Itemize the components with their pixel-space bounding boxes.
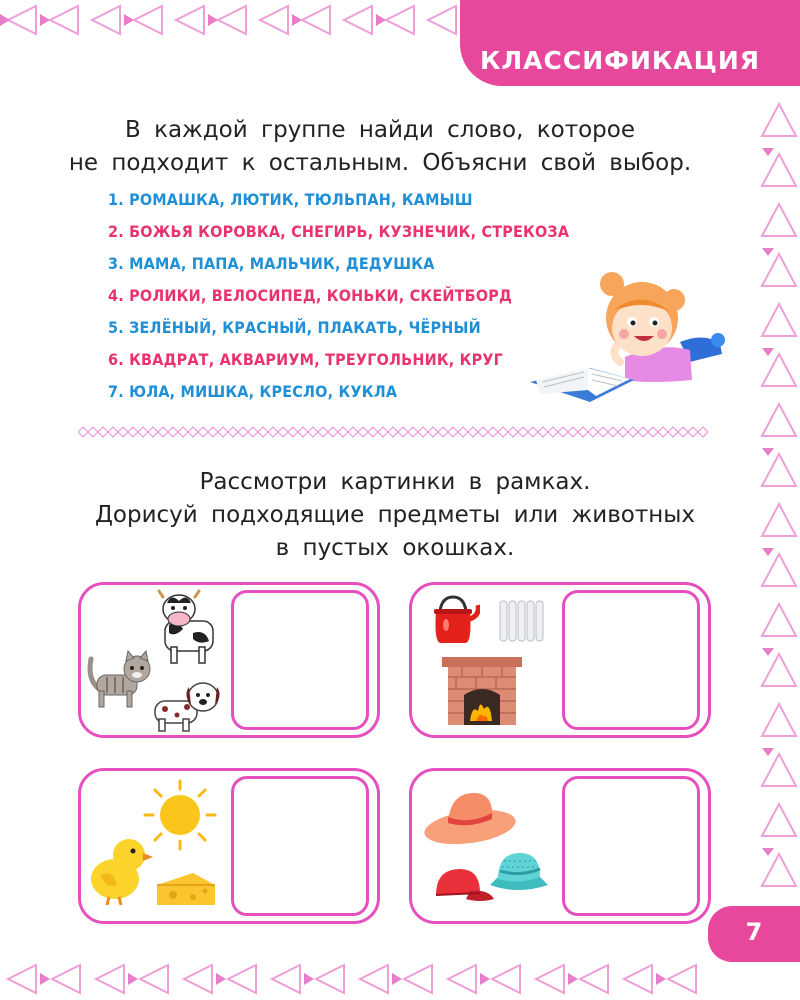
task2-instruction	[40, 466, 750, 565]
right-border-pattern	[758, 100, 800, 900]
task2-instruction-line1: Рассмотри картинки в рамках.	[199, 469, 591, 495]
empty-drawing-slot	[231, 776, 369, 916]
task2-instruction-line3: в пустых окошках.	[275, 535, 515, 561]
sun-hat-icon	[420, 785, 520, 847]
word-group-item: 4. РОЛИКИ, ВЕЛОСИПЕД, КОНЬКИ, СКЕЙТБОРД	[108, 286, 513, 305]
header-tab	[460, 0, 800, 86]
top-border-pattern	[0, 0, 460, 50]
empty-drawing-slot	[562, 590, 700, 730]
page-number: 7	[745, 918, 763, 946]
panama-hat-icon	[486, 847, 552, 899]
cow-icon	[157, 589, 221, 665]
sun-icon	[143, 779, 217, 851]
picture-frame-hats	[409, 768, 711, 924]
page-title: КЛАССИФИКАЦИЯ	[479, 46, 761, 75]
section-divider	[78, 426, 708, 438]
cheese-icon	[153, 869, 219, 909]
girl-reading-book-icon	[530, 262, 730, 422]
radiator-icon	[496, 597, 548, 643]
task1-instruction	[40, 114, 720, 180]
word-group-item: 5. ЗЕЛЁНЫЙ, КРАСНЫЙ, ПЛАКАТЬ, ЧЁРНЫЙ	[108, 318, 481, 337]
word-group-item: 7. ЮЛА, МИШКА, КРЕСЛО, КУКЛА	[108, 382, 398, 401]
picture-frame-heat	[409, 582, 711, 738]
word-group-item: 6. КВАДРАТ, АКВАРИУМ, ТРЕУГОЛЬНИК, КРУГ	[108, 350, 504, 369]
bottom-border-pattern	[0, 955, 700, 1000]
dog-icon	[151, 679, 223, 733]
cat-icon	[87, 649, 153, 709]
task2-instruction-line2: Дорисуй подходящие предметы или животных	[94, 502, 696, 528]
picture-frame-animals	[78, 582, 380, 738]
fireplace-icon	[442, 655, 522, 727]
word-group-item: 1. РОМАШКА, ЛЮТИК, ТЮЛЬПАН, КАМЫШ	[108, 190, 473, 209]
word-group-item: 2. БОЖЬЯ КОРОВКА, СНЕГИРЬ, КУЗНЕЧИК, СТРЕКОЗА	[108, 222, 570, 241]
empty-drawing-slot	[231, 590, 369, 730]
empty-drawing-slot	[562, 776, 700, 916]
word-group-list	[108, 184, 569, 408]
chick-icon	[87, 835, 153, 907]
picture-frame-yellow	[78, 768, 380, 924]
kettle-icon	[426, 595, 480, 645]
task1-instruction-line1: В каждой группе найди слово, которое	[124, 117, 636, 143]
word-group-item: 3. МАМА, ПАПА, МАЛЬЧИК, ДЕДУШКА	[108, 254, 435, 273]
page-number-tab	[708, 906, 800, 962]
task1-instruction-line2: не подходит к остальным. Объясни свой выбор.	[68, 150, 692, 176]
